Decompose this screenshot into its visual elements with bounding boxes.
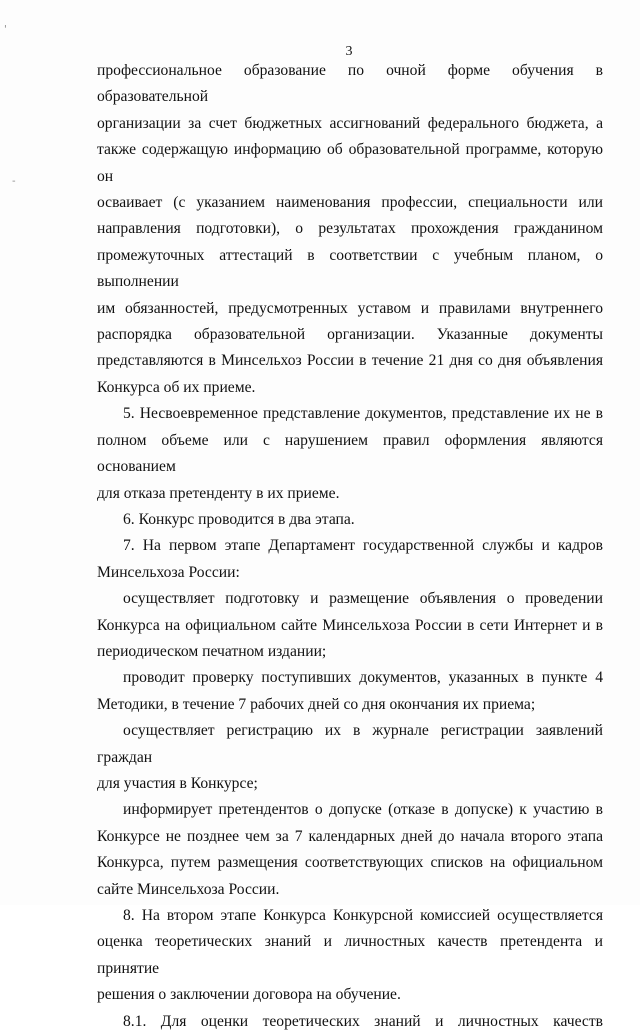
text-line: профессиональное образование по очной форме обучения в образовательной	[97, 62, 603, 106]
text-line: промежуточных аттестаций в соответствии с учебным планом, о выполнении	[97, 246, 603, 291]
text-line: Методики, в течение 7 рабочих дней со дня окончания их приема;	[97, 695, 536, 713]
text-line: информирует претендентов о допуске (отказе в допуске) к участию в	[123, 801, 603, 819]
text-line: Конкурса, путем размещения соответствующих списков на официальном	[97, 854, 603, 872]
text-line: 6. Конкурс проводится в два этапа.	[123, 510, 355, 528]
scan-mark: '	[4, 24, 7, 35]
text-line: для участия в Конкурсе;	[97, 774, 258, 792]
text-line: также содержащую информацию об образовательной программе, которую он	[97, 141, 603, 185]
text-line: полном объеме или с нарушением правил оформления являются основанием	[97, 431, 603, 476]
text-line: Минсельхоза России:	[97, 563, 240, 581]
text-line: Конкурса об их приеме.	[97, 378, 256, 396]
text-line: Конкурсе не позднее чем за 7 календарных дней до начала второго этапа	[97, 827, 603, 845]
text-line: 7. На первом этапе Департамент государственной службы и кадров	[123, 537, 603, 555]
text-line: направления подготовки), о результатах прохождения гражданином	[97, 220, 603, 238]
document-text	[97, 58, 603, 1035]
text-line: периодическом печатном издании;	[97, 642, 327, 660]
text-line: 5. Несвоевременное представление документов, представление их не в	[123, 405, 603, 423]
text-line: представляются в Минсельхоз России в течение 21 дня со дня объявления	[97, 352, 603, 370]
text-line: организации за счет бюджетных ассигнований федерального бюджета, а	[97, 114, 603, 132]
text-line: 8.1. Для оценки теоретических знаний и личностных качеств	[123, 1012, 603, 1030]
text-line: осуществляет регистрацию их в журнале регистрации заявлений граждан	[97, 722, 603, 766]
text-line: Конкурса на официальном сайте Минсельхоза России в сети Интернет и в	[97, 616, 603, 634]
text-line: распорядка образовательной организации. Указанные документы	[97, 326, 603, 344]
text-line: решения о заключении договора на обучение.	[97, 986, 401, 1004]
page-number: 3	[345, 44, 353, 59]
text-line: сайте Минсельхоза России.	[97, 880, 280, 898]
text-line: им обязанностей, предусмотренных уставом и правилами внутреннего	[97, 299, 603, 317]
text-line: осуществляет подготовку и размещение объявления о проведении	[123, 590, 603, 608]
scan-mark: -	[12, 176, 16, 187]
text-line: проводит проверку поступивших документов, указанных в пункте 4	[123, 669, 603, 687]
text-line: 8. На втором этапе Конкурса Конкурсной комиссией осуществляется	[123, 907, 603, 924]
text-line: осваивает (с указанием наименования профессии, специальности или	[97, 194, 603, 212]
text-line: оценка теоретических знаний и личностных качеств претендента и принятие	[97, 933, 603, 977]
text-line: для отказа претенденту в их приеме.	[97, 484, 340, 502]
